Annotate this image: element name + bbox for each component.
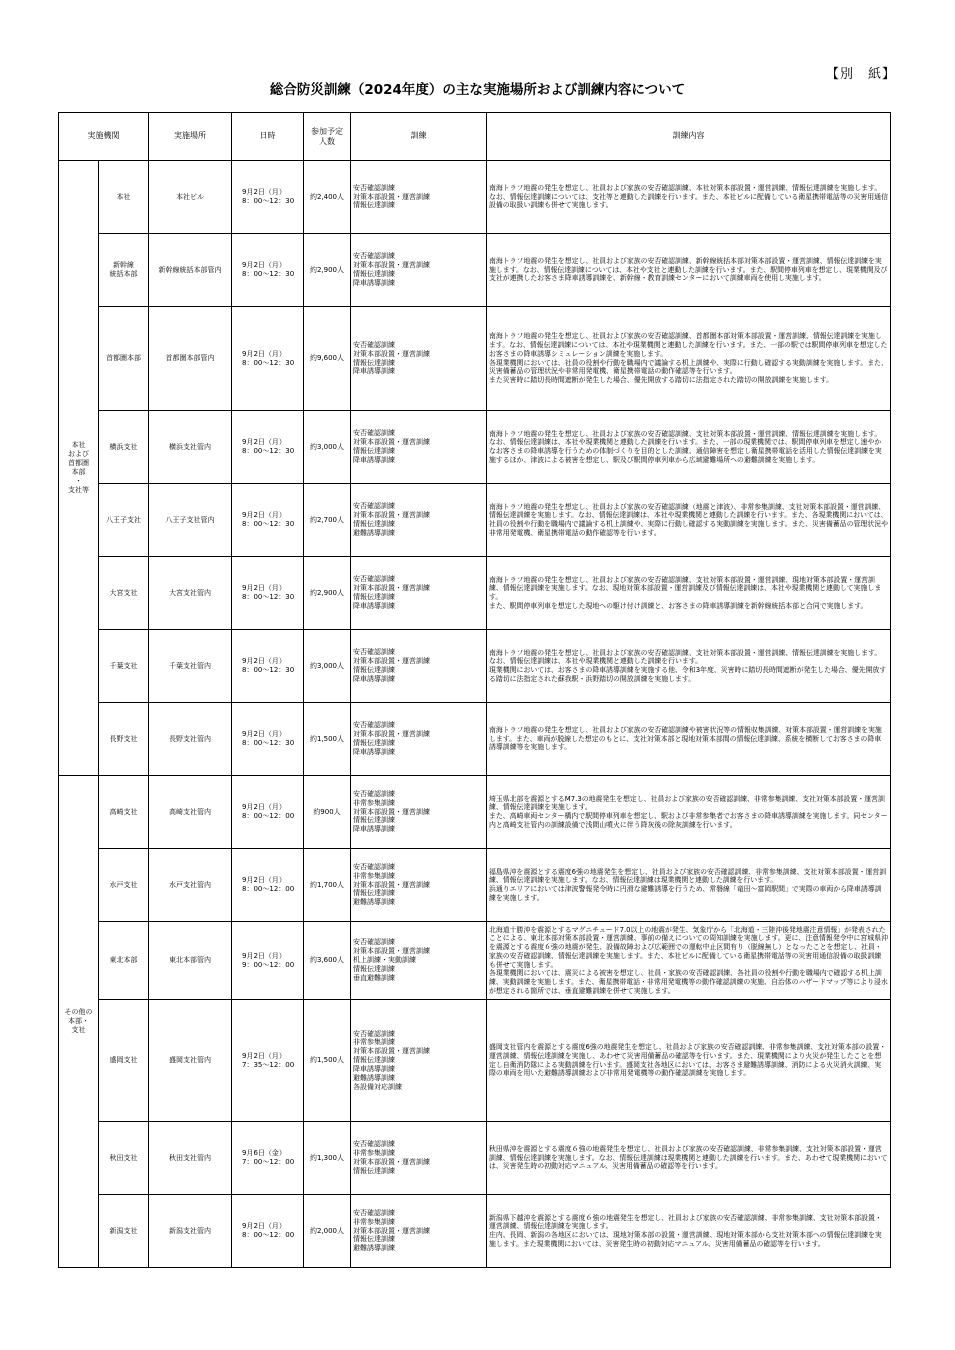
training-cell: 安否確認訓練 対策本部設置・運営訓練 情報伝達訓練 降車誘導訓練 bbox=[351, 234, 487, 307]
page-title: 総合防災訓練（2024年度）の主な実施場所および訓練内容について bbox=[269, 82, 686, 98]
people-cell: 約2,900人 bbox=[304, 234, 351, 307]
date-cell: 9月2日（月） 8：00～12：30 bbox=[232, 411, 304, 484]
people-cell: 約2,900人 bbox=[304, 557, 351, 630]
date-cell: 9月2日（月） 8：00～12：30 bbox=[232, 161, 304, 234]
content-cell: 埼玉県北部を震源とするM7.3の地震発生を想定し、社員および家族の安否確認訓練、非常参集訓練、支社対策本部設置・運営訓練、情報伝達訓練を実施します。 また、高崎車両センター構内で駅間停車列車を想定し、駅および非常参集者でお客さまの降車誘導訓練を実施します。同センター内と高崎支社管内の訓練設備で浅間山噴火に伴う降灰後の除灰訓練を行います。 bbox=[487, 776, 891, 849]
training-cell: 安否確認訓練 非常参集訓練 対策本部設置・運営訓練 情報伝達訓練 降車誘導訓練 bbox=[351, 776, 487, 849]
table-row bbox=[59, 1195, 891, 1268]
group-cell bbox=[59, 161, 99, 776]
org-cell: 長野支社 bbox=[99, 703, 149, 776]
content-cell: 南海トラフ地震の発生を想定し、社員および家族の安否確認訓練（地震と津波）、非常参集訓練、支社対策本部設置・運営訓練、情報伝達訓練を実施します。なお、情報伝達訓練は、本社や現業機関と連動した訓練を行います。また、各現業機関においては、社員の役割や行動を職場内で議論する机上訓練や、実際に行動し確認する実動訓練を実施します。また、災害備蓄品の管理状況や非常用発電機、衛星携帯電話の動作確認等を行います。 bbox=[487, 484, 891, 557]
people-cell: 約1,500人 bbox=[304, 703, 351, 776]
date-cell: 9月2日（月） 9：00～12：00 bbox=[232, 922, 304, 1000]
training-cell: 安否確認訓練 対策本部設置・運営訓練 情報伝達訓練 降車誘導訓練 bbox=[351, 557, 487, 630]
content-cell: 南海トラフ地震の発生を想定し、社員および家族の安否確認訓練、支社対策本部設置・運営訓練、情報伝達訓練を実施します。なお、情報伝達訓練は、本社や現業機関と連動した訓練を行います。また、一部の現業機関では、駅間停車列車を想定し速やかなお客さまの降車誘導を行うための体制づくりを目的とした訓練、通信障害を想定し衛星携帯電話を活用した情報伝達訓練を実施するほか、津波による被害を想定し、駅及び駅間停車列車から広域避難場所への避難訓練を実施します。 bbox=[487, 411, 891, 484]
people-cell: 約2,400人 bbox=[304, 161, 351, 234]
header-content: 訓練内容 bbox=[487, 113, 891, 161]
table-row bbox=[59, 307, 891, 411]
people-cell: 約2,000人 bbox=[304, 1195, 351, 1268]
content-cell: 南海トラフ地震の発生を想定し、社員および家族の安否確認訓練、支社対策本部設置・運営訓練、現地対策本部設置・運営訓練、情報伝達訓練を実施します。なお、現地対策本部設置・運営訓練及び情報伝達訓練は、本社や現業機関と連動して実施します。 また、駅間停車列車を想定した現地への駆け付け訓練と、お客さまの降車誘導訓練を新幹線統括本部と合同で実施します。 bbox=[487, 557, 891, 630]
table-row bbox=[59, 1000, 891, 1122]
header-training: 訓練 bbox=[351, 113, 487, 161]
table-row bbox=[59, 234, 891, 307]
date-cell: 9月2日（月） 8：00～12：30 bbox=[232, 484, 304, 557]
content-cell: 南海トラフ地震の発生を想定し、社員および家族の安否確認訓練、支社対策本部設置・運営訓練、情報伝達訓練を実施します。なお、情報伝達訓練は、本社や現業機関と連動した訓練を行います。 現業機関においては、お客さまの降車誘導訓練を実施する他、令和3年度、災害時に踏切長時間遮断が発生した場合、優先開放する踏切に法指定された蘇我駅・浜野踏切の開放訓練を実施します。 bbox=[487, 630, 891, 703]
training-table bbox=[58, 112, 891, 1268]
date-cell: 9月2日（月） 8：00～12：30 bbox=[232, 307, 304, 411]
org-cell: 横浜支社 bbox=[99, 411, 149, 484]
place-cell: 新潟支社管内 bbox=[149, 1195, 232, 1268]
content-cell: 盛岡支社管内を震源とする震度6強の地震発生を想定し、社員および家族の安否確認訓練、非常参集訓練、支社対策本部の設置・運営訓練、情報伝達訓練を実施し、あわせて災害用備蓄品の確認等を行います。また、現業機関により火災が発生したことを想定し自衛消防隊による実動訓練を行います。盛岡支社各地区においては、お客さま避難誘導訓練、消防による火災消火訓練、実際の車両を用いた避難誘導訓練および非常用発電機等の動作確認訓練を実施します。 bbox=[487, 1000, 891, 1122]
training-cell: 安否確認訓練 非常参集訓練 対策本部設置・運営訓練 情報伝達訓練 避難誘導訓練 bbox=[351, 1195, 487, 1268]
table-header-row bbox=[59, 113, 891, 161]
place-cell: 東北本部管内 bbox=[149, 922, 232, 1000]
people-cell: 約1,300人 bbox=[304, 1122, 351, 1195]
place-cell: 八王子支社管内 bbox=[149, 484, 232, 557]
table-row bbox=[59, 922, 891, 1000]
table-row bbox=[59, 484, 891, 557]
place-cell: 首都圏本部管内 bbox=[149, 307, 232, 411]
content-cell: 南海トラフ地震の発生を想定し、社員および家族の安否確認訓練、首都圏本部対策本部設置・運営訓練、情報伝達訓練を実施します。なお、情報伝達訓練については、本社や現業機関と連動した訓練を行います。また、一部の駅では駅間停車列車を想定したお客さまの降車誘導シミュレーション訓練を実施します。 各現業機関においては、社員の役割や行動を職場内で議論する机上訓練や、実際に行動し確認する実動訓練を実施します。また、災害備蓄品の管理状況や非常用発電機、衛星携帯電話の動作確認等を行います。 また災害時に踏切長時間遮断が発生した場合、優先開放する踏切に法指定された踏切の開放訓練を実施します。 bbox=[487, 307, 891, 411]
place-cell: 千葉支社管内 bbox=[149, 630, 232, 703]
training-cell: 安否確認訓練 非常参集訓練 対策本部設置・運営訓練 情報伝達訓練 避難誘導訓練 bbox=[351, 849, 487, 922]
training-cell: 安否確認訓練 非常参集訓練 対策本部設置・運営訓練 情報伝達訓練 bbox=[351, 1122, 487, 1195]
date-cell: 9月2日（月） 8：00～12：30 bbox=[232, 703, 304, 776]
training-cell: 安否確認訓練 対策本部設置・運営訓練 情報伝達訓練 降車誘導訓練 bbox=[351, 630, 487, 703]
content-cell: 福島県沖を震源とする震度6強の地震発生を想定し、社員および家族の安否確認訓練、非常参集訓練、支社対策本部設置・運営訓練、情報伝達訓練を実施します。なお、情報伝達訓練は現業機関と連動した訓練を行います。 浜通りエリアにおいては津波警報発令時に円滑な避難誘導を行うため、常磐線「竜田～富岡駅間」で実際の車両から降車誘導訓練を実施します。 bbox=[487, 849, 891, 922]
content-cell: 北海道十勝沖を震源とするマグニチュード7.0以上の地震が発生、気象庁から「北海道・三陸沖後発地震注意情報」が発表されたことによる、東北本部対策本部設置・運営訓練、事前の備えについての周知訓練を実施します。更に、注意情報発令中に宮城県沖を震源とする震度６強の地震が発生、設備故障および広範囲での運転中止区間有り（脱線無し）となったことを想定し、社員・家族の安否確認訓練、情報伝達訓練を実施します。また、本社ビルに配備している衛星携帯電話等の災害用通信設備の取扱訓練も併せて実施します。 各現業機関においては、震災による被害を想定し、社員・家族の安否確認訓練、各社員の役割や行動を職場内で確認する机上訓練、実動訓練を実施します。また、衛星携帯電話・非常用発電機等の動作確認訓練の実施、自治体のハザードマップ等により浸水が想定される箇所では、垂直避難訓練を併せて実施します。 bbox=[487, 922, 891, 1000]
table-row bbox=[59, 776, 891, 849]
header-place: 実施場所 bbox=[149, 113, 232, 161]
group-label: その他の 本部・ 支社 bbox=[64, 1007, 93, 1035]
people-cell: 約2,700人 bbox=[304, 484, 351, 557]
place-cell: 高崎支社管内 bbox=[149, 776, 232, 849]
org-cell: 八王子支社 bbox=[99, 484, 149, 557]
table-row bbox=[59, 703, 891, 776]
place-cell: 本社ビル bbox=[149, 161, 232, 234]
date-cell: 9月2日（月） 8：00～12：30 bbox=[232, 630, 304, 703]
place-cell: 大宮支社管内 bbox=[149, 557, 232, 630]
place-cell: 水戸支社管内 bbox=[149, 849, 232, 922]
org-cell: 千葉支社 bbox=[99, 630, 149, 703]
people-cell: 約3,000人 bbox=[304, 411, 351, 484]
date-cell: 9月2日（月） 7：35～12：00 bbox=[232, 1000, 304, 1122]
table-row bbox=[59, 411, 891, 484]
table-row bbox=[59, 1122, 891, 1195]
table-row bbox=[59, 630, 891, 703]
date-cell: 9月2日（月） 8：00～12：30 bbox=[232, 557, 304, 630]
org-cell: 高崎支社 bbox=[99, 776, 149, 849]
place-cell: 新幹線統括本部管内 bbox=[149, 234, 232, 307]
content-cell: 秋田県沖を震源とする震度６強の地震発生を想定し、社員および家族の安否確認訓練、非常参集訓練、支社対策本部設置・運営訓練、情報伝達訓練を実施します。なお、情報伝達訓練は現業機関と連動した訓練を行います。また、あわせて現業機関においては、災害発生時の初動対応マニュアル、災害用備蓄品の確認等を行います。 bbox=[487, 1122, 891, 1195]
org-cell: 新幹線 統括本部 bbox=[99, 234, 149, 307]
table-row bbox=[59, 557, 891, 630]
place-cell: 秋田支社管内 bbox=[149, 1122, 232, 1195]
training-cell: 安否確認訓練 対策本部設置・運営訓練 情報伝達訓練 降車誘導訓練 bbox=[351, 703, 487, 776]
content-cell: 南海トラフ地震の発生を想定し、社員および家族の安否確認訓練、新幹線統括本部対策本部設置・運営訓練、情報伝達訓練を実施します。なお、情報伝達訓練については、本社や支社と連動した訓練を行います。また、駅間停車列車を想定し、現業機関及び支社が連携したお客さま降車誘導訓練を、新幹線・教育訓練センターにおいて訓練車両を使用し実施します。 bbox=[487, 234, 891, 307]
org-cell: 首都圏本部 bbox=[99, 307, 149, 411]
group-label: 本社 および 首都圏 本部 ・ 支社等 bbox=[68, 440, 89, 495]
date-cell: 9月2日（月） 8：00～12：00 bbox=[232, 849, 304, 922]
group-cell bbox=[59, 776, 99, 1268]
date-cell: 9月2日（月） 8：00～12：00 bbox=[232, 776, 304, 849]
org-cell: 本社 bbox=[99, 161, 149, 234]
header-date: 日時 bbox=[232, 113, 304, 161]
training-cell: 安否確認訓練 非常参集訓練 対策本部設置・運営訓練 情報伝達訓練 降車誘導訓練 避難誘導訓練 各設備対応訓練 bbox=[351, 1000, 487, 1122]
org-cell: 大宮支社 bbox=[99, 557, 149, 630]
table-row bbox=[59, 849, 891, 922]
date-cell: 9月2日（月） 8：00～12：30 bbox=[232, 234, 304, 307]
content-cell: 南海トラフ地震の発生を想定し、社員および家族の安否確認訓練や被害状況等の情報収集訓練、対策本部設置・運営訓練を実施します。また、車両が脱線した想定のもとに、支社対策本部と現地対策本部間の情報伝達訓練、系統を横断してお客さまの降車誘導訓練等を実施します。 bbox=[487, 703, 891, 776]
place-cell: 長野支社管内 bbox=[149, 703, 232, 776]
date-cell: 9月6日（金） 7：00～12：00 bbox=[232, 1122, 304, 1195]
org-cell: 新潟支社 bbox=[99, 1195, 149, 1268]
header-org: 実施機関 bbox=[59, 113, 149, 161]
place-cell: 横浜支社管内 bbox=[149, 411, 232, 484]
training-cell: 安否確認訓練 対策本部設置・運営訓練 情報伝達訓練 避難誘導訓練 bbox=[351, 484, 487, 557]
training-cell: 安否確認訓練 対策本部設置・運営訓練 情報伝達訓練 降車誘導訓練 bbox=[351, 411, 487, 484]
people-cell: 約3,000人 bbox=[304, 630, 351, 703]
header-people: 参加予定 人数 bbox=[304, 113, 351, 161]
annex-label: 【別 紙】 bbox=[826, 67, 897, 82]
people-cell: 約1,500人 bbox=[304, 1000, 351, 1122]
training-cell: 安否確認訓練 対策本部設置・運営訓練 情報伝達訓練 降車誘導訓練 bbox=[351, 307, 487, 411]
place-cell: 盛岡支社管内 bbox=[149, 1000, 232, 1122]
org-cell: 水戸支社 bbox=[99, 849, 149, 922]
training-cell: 安否確認訓練 対策本部設置・運営訓練 机上訓練・実動訓練 情報伝達訓練 垂直避難訓練 bbox=[351, 922, 487, 1000]
org-cell: 秋田支社 bbox=[99, 1122, 149, 1195]
people-cell: 約9,600人 bbox=[304, 307, 351, 411]
org-cell: 盛岡支社 bbox=[99, 1000, 149, 1122]
table-row bbox=[59, 161, 891, 234]
org-cell: 東北本部 bbox=[99, 922, 149, 1000]
date-cell: 9月2日（月） 8：00～12：00 bbox=[232, 1195, 304, 1268]
people-cell: 約1,700人 bbox=[304, 849, 351, 922]
training-cell: 安否確認訓練 対策本部設置・運営訓練 情報伝達訓練 bbox=[351, 161, 487, 234]
people-cell: 約3,600人 bbox=[304, 922, 351, 1000]
content-cell: 新潟県下越沖を震源とする震度６強の地震発生を想定し、社員および家族の安否確認訓練、非常参集訓練、支社対策本部設置・運営訓練、情報伝達訓練を実施します。 庄内、長岡、新潟の各地区においては、現地対策本部の設置・運営訓練、現地対策本部から支社対策本部への情報伝達訓練を実施します。また現業機関においては、災害発生時の初動対応マニュアル、災害用備蓄品の確認等を行います。 bbox=[487, 1195, 891, 1268]
people-cell: 約900人 bbox=[304, 776, 351, 849]
content-cell: 南海トラフ地震の発生を想定し、社員および家族の安否確認訓練、本社対策本部設置・運営訓練、情報伝達訓練を実施します。なお、情報伝達訓練については、支社等と連動した訓練を行います。また、本社ビルに配備している衛星携帯電話等の災害用通信設備の取扱い訓練も併せて実施します。 bbox=[487, 161, 891, 234]
